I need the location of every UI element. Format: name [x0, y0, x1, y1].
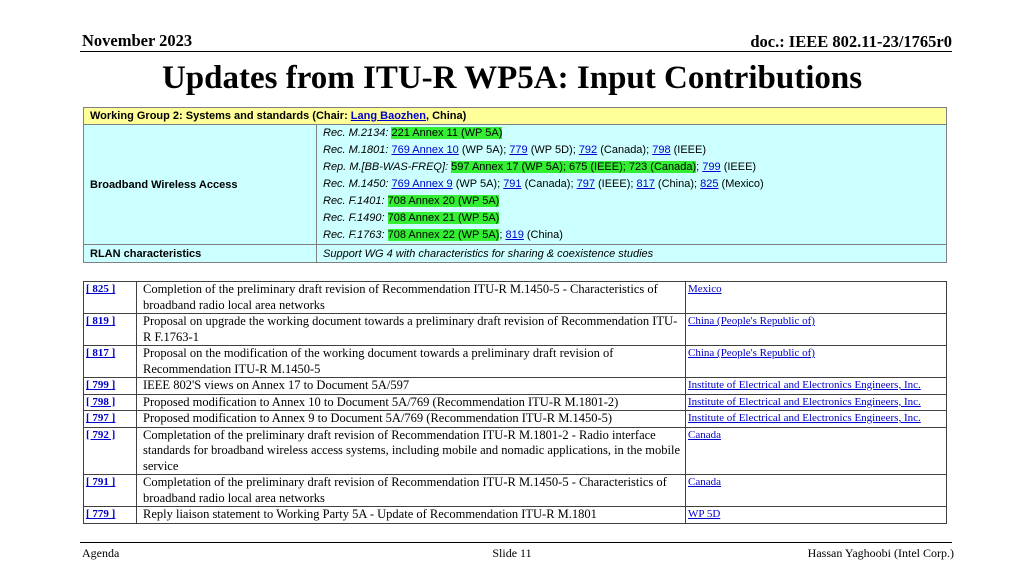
wg-table-header — [84, 108, 947, 125]
slide-title: Updates from ITU-R WP5A: Input Contributions — [161, 60, 863, 96]
rec-label: Rec. F.1490: — [323, 212, 385, 224]
source-link[interactable]: Institute of Electrical and Electronics Engineers, Inc. — [688, 395, 921, 408]
contribution-row — [84, 282, 947, 314]
rec-label: Rec. M.1450: — [323, 178, 389, 190]
rec-text: (IEEE) — [720, 161, 757, 173]
rec-text: (WP 5A); — [452, 178, 504, 190]
contribution-source — [686, 314, 947, 346]
contribution-title: Proposal on upgrade the working document towards a preliminary draft revision of Recommendation ITU-R F.1763-1 — [137, 314, 686, 346]
contribution-link[interactable]: [ 791 ] — [86, 476, 116, 488]
rec-text: (China) — [523, 229, 563, 241]
contribution-number — [84, 282, 137, 314]
contribution-link[interactable]: [ 797 ] — [86, 412, 116, 424]
doc-link[interactable]: 799 — [702, 161, 721, 173]
contribution-row — [84, 475, 947, 507]
contribution-number — [84, 314, 137, 346]
bwa-label: Broadband Wireless Access — [84, 125, 317, 245]
rec-label: Rep. M.[BB-WAS-FREQ]: — [323, 161, 449, 173]
contribution-row — [84, 378, 947, 395]
wg-header-suffix: , China) — [425, 110, 467, 122]
rec-text: (IEEE); — [594, 178, 637, 190]
contribution-title: Proposed modification to Annex 9 to Document 5A/769 (Recommendation ITU-R M.1450-5) — [137, 411, 686, 428]
contribution-source — [686, 282, 947, 314]
rlan-label: RLAN characteristics — [84, 245, 317, 263]
contribution-source — [686, 427, 947, 475]
contribution-source — [686, 394, 947, 411]
source-link[interactable]: Canada — [688, 428, 721, 441]
contribution-source — [686, 378, 947, 395]
doc-link[interactable]: 792 — [578, 144, 598, 156]
rec-text: (Canada); — [597, 144, 653, 156]
header-doc-id: doc.: IEEE 802.11-23/1765r0 — [750, 32, 952, 51]
source-link[interactable]: Institute of Electrical and Electronics Engineers, Inc. — [688, 412, 921, 424]
rec-row — [323, 159, 940, 176]
rec-label: Rec. F.1763: — [323, 229, 385, 241]
header-divider — [80, 51, 952, 52]
source-link[interactable]: Institute of Electrical and Electronics Engineers, Inc. — [688, 379, 921, 391]
contribution-link[interactable]: [ 792 ] — [86, 428, 116, 441]
contribution-row — [84, 314, 947, 346]
rec-text: (Canada); — [521, 178, 577, 190]
rec-text: (WP 5A); — [458, 144, 510, 156]
wg-header-prefix: Working Group 2: Systems and standards (Chair: — [90, 110, 351, 122]
contribution-link[interactable]: [ 819 ] — [86, 315, 116, 327]
rlan-note: Support WG 4 with characteristics for sharing & coexistence studies — [317, 245, 947, 263]
source-link[interactable]: Mexico — [688, 283, 722, 295]
doc-link[interactable]: 817 — [636, 178, 655, 190]
rec-row — [323, 227, 940, 244]
contribution-source — [686, 346, 947, 378]
rec-label: Rec. F.1401: — [323, 195, 385, 207]
working-group-table — [83, 107, 947, 263]
source-link[interactable]: WP 5D — [688, 508, 721, 520]
source-link[interactable]: Canada — [688, 476, 721, 488]
contribution-number — [84, 411, 137, 428]
contribution-title: Completation of the preliminary draft revision of Recommendation ITU-R M.1801-2 - Radio interface standards for broadband wireless access systems, including mobile and nomadic applications, in the mobile service — [137, 427, 686, 475]
doc-link[interactable]: 825 — [700, 178, 719, 190]
contribution-source — [686, 475, 947, 507]
highlighted-ref: 708 Annex 22 (WP 5A) — [387, 229, 500, 241]
rec-row — [323, 125, 940, 142]
highlighted-ref: 221 Annex 11 (WP 5A) — [391, 127, 503, 139]
rec-text: (Mexico) — [718, 178, 764, 190]
rec-row — [323, 176, 940, 193]
contribution-link[interactable]: [ 799 ] — [86, 379, 116, 391]
contribution-row — [84, 411, 947, 428]
contribution-source — [686, 507, 947, 524]
chair-link[interactable]: Lang Baozhen — [350, 110, 426, 122]
rec-text: ; — [499, 229, 506, 241]
rec-row — [323, 142, 940, 159]
contribution-title: Completion of the preliminary draft revision of Recommendation ITU-R M.1450-5 - Characteristics of broadband radio local area networks — [137, 282, 686, 314]
contribution-title: Completation of the preliminary draft revision of Recommendation ITU-R M.1450-5 - Characteristics of broadband radio local area networks — [137, 475, 686, 507]
doc-link[interactable]: 798 — [652, 144, 671, 156]
footer-divider — [80, 542, 952, 543]
rec-label: Rec. M.1801: — [323, 144, 389, 156]
bwa-recommendations — [317, 125, 947, 245]
doc-link[interactable]: 819 — [505, 229, 524, 241]
contribution-link[interactable]: [ 798 ] — [86, 395, 116, 408]
contribution-link[interactable]: [ 779 ] — [86, 508, 116, 520]
slide-number: Slide 11 — [492, 546, 532, 560]
contribution-number — [84, 475, 137, 507]
highlighted-ref: 597 Annex 17 (WP 5A); 675 (IEEE); 723 (Canada) — [451, 161, 697, 173]
doc-link[interactable]: 779 — [509, 144, 528, 156]
rec-row — [323, 210, 940, 227]
source-link[interactable]: China (People's Republic of) — [688, 347, 815, 359]
rec-text: (WP 5D); — [527, 144, 579, 156]
contribution-number — [84, 507, 137, 524]
contribution-link[interactable]: [ 825 ] — [86, 283, 116, 295]
contribution-row — [84, 394, 947, 411]
contribution-row — [84, 346, 947, 378]
contribution-title: Reply liaison statement to Working Party 5A - Update of Recommendation ITU-R M.1801 — [137, 507, 686, 524]
contribution-title: Proposal on the modification of the working document towards a preliminary draft revision of Recommendation ITU-R M.1450-5 — [137, 346, 686, 378]
highlighted-ref: 708 Annex 20 (WP 5A) — [387, 195, 500, 207]
doc-link[interactable]: 797 — [576, 178, 595, 190]
contribution-number — [84, 394, 137, 411]
contribution-row — [84, 427, 947, 475]
source-link[interactable]: China (People's Republic of) — [688, 315, 815, 327]
rec-row — [323, 193, 940, 210]
contributions-table — [83, 281, 947, 524]
rec-text: ; — [696, 161, 703, 173]
footer-left: Agenda — [82, 546, 120, 560]
contribution-source — [686, 411, 947, 428]
doc-link[interactable]: 791 — [503, 178, 522, 190]
doc-link[interactable]: 769 Annex 9 — [391, 178, 453, 190]
rec-label: Rec. M.2134: — [323, 127, 389, 139]
rec-text: (China); — [654, 178, 701, 190]
contribution-row — [84, 507, 947, 524]
highlighted-ref: 708 Annex 21 (WP 5A) — [387, 212, 500, 224]
contribution-number — [84, 346, 137, 378]
rec-text: (IEEE) — [670, 144, 707, 156]
doc-link[interactable]: 769 Annex 10 — [391, 144, 459, 156]
footer-author: Hassan Yaghoobi (Intel Corp.) — [807, 546, 954, 560]
contribution-number — [84, 378, 137, 395]
contribution-title: Proposed modification to Annex 10 to Document 5A/769 (Recommendation ITU-R M.1801-2) — [137, 394, 686, 411]
contribution-link[interactable]: [ 817 ] — [86, 347, 116, 359]
contribution-title: IEEE 802'S views on Annex 17 to Document 5A/597 — [137, 378, 686, 395]
header-date: November 2023 — [82, 31, 193, 50]
contribution-number — [84, 427, 137, 475]
